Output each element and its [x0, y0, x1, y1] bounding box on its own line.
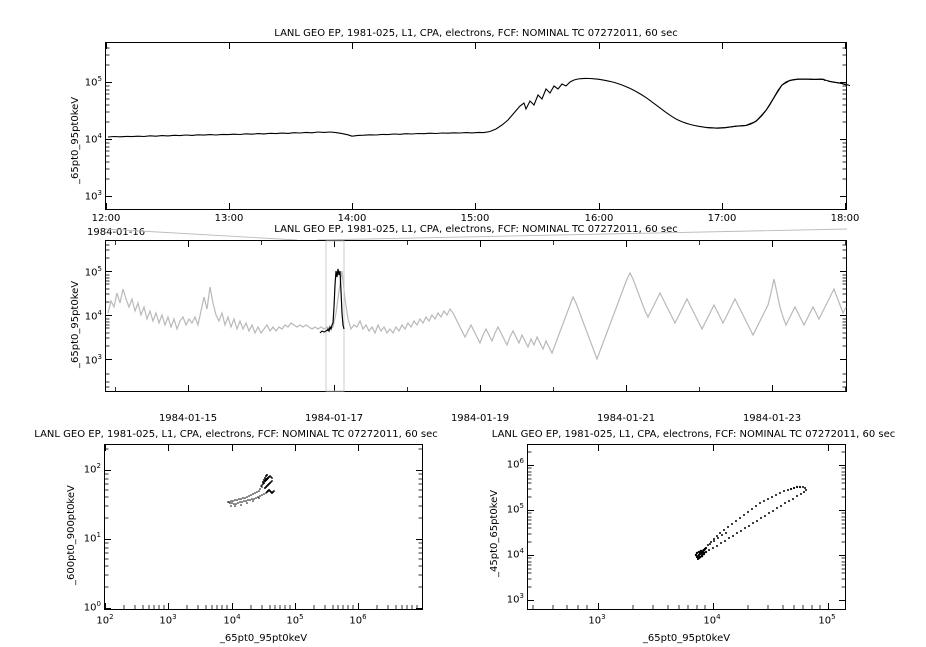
middle-panel-plot	[106, 241, 846, 391]
bottom-right-ytick-4-exp: 4	[519, 547, 524, 555]
top-panel-axes	[105, 42, 847, 210]
bottom-left-panel-xtick-1: $10^3$	[159, 613, 177, 627]
bottom-right-ytick-5-exp: 5	[519, 502, 524, 510]
bottom-right-panel-xtick-0: $10^3$	[588, 613, 606, 627]
bottom-left-panel-title: LANL GEO EP, 1981-025, L1, CPA, electrons, FCF: NOMINAL TC 07272011, 60 sec	[34, 429, 438, 440]
bottom-left-panel-xtick-3: $10^5$	[286, 613, 304, 627]
bottom-left-panel-ytick-1: $10^1$	[83, 531, 101, 545]
bottom-left-ytick-1-exp: 1	[96, 531, 101, 539]
bottom-left-panel-axes	[104, 444, 423, 610]
bottom-right-panel-title: LANL GEO EP, 1981-025, L1, CPA, electrons, FCF: NOMINAL TC 07272011, 60 sec	[491, 429, 896, 440]
middle-panel-ytick-5-exp: 5	[97, 265, 102, 273]
top-panel-ytick-3-exp: 3	[97, 189, 102, 197]
middle-panel-xtick-1: 1984-01-17	[304, 413, 364, 424]
bottom-left-ytick-0-exp: 0	[96, 600, 101, 608]
middle-panel-ytick-3-exp: 3	[97, 353, 102, 361]
bottom-right-xtick-2-exp: 5	[831, 613, 836, 621]
bottom-right-xtick-1-exp: 4	[716, 613, 721, 621]
bottom-left-ytick-2-exp: 2	[96, 462, 101, 470]
bottom-left-xtick-2-exp: 4	[236, 613, 241, 621]
top-panel-xtick-6: 18:00	[830, 213, 860, 224]
bottom-left-panel-xlabel: _65pt0_95pt0keV	[219, 633, 308, 644]
middle-panel-ylabel: _65pt0_95pt0keV	[70, 280, 81, 368]
bottom-left-panel-xtick-4: $10^6$	[349, 613, 367, 627]
bottom-right-xtick-0-exp: 3	[601, 613, 606, 621]
middle-panel-ytick-3: $10^3$	[84, 353, 102, 367]
bottom-left-panel-ytick-0: $10^0$	[83, 600, 101, 614]
middle-panel-ytick-4: $10^4$	[84, 309, 102, 323]
top-panel-title: LANL GEO EP, 1981-025, L1, CPA, electrons, FCF: NOMINAL TC 07272011, 60 sec	[274, 28, 678, 39]
bottom-right-panel-xlabel: _65pt0_95pt0keV	[642, 633, 731, 644]
bottom-left-panel-plot	[105, 445, 422, 609]
bottom-right-panel-plot	[528, 445, 845, 609]
bottom-left-xtick-4-exp: 6	[362, 613, 367, 621]
middle-panel-xtick-4: 1984-01-23	[742, 413, 802, 424]
middle-panel-xtick-3: 1984-01-21	[596, 413, 656, 424]
bottom-right-panel-ytick-3: $10^3$	[506, 592, 524, 606]
bottom-left-panel-ytick-2: $10^2$	[83, 462, 101, 476]
bottom-left-xtick-0-exp: 2	[109, 613, 114, 621]
bottom-right-panel-xtick-2: $10^5$	[818, 613, 836, 627]
top-panel-xdate-label: 1984-01-16	[87, 227, 146, 238]
top-panel-ytick-5-exp: 5	[97, 75, 102, 83]
top-panel-xtick-3: 15:00	[460, 213, 490, 224]
bottom-right-panel-ytick-6: $10^6$	[506, 457, 524, 471]
top-panel-xtick-2: 14:00	[337, 213, 367, 224]
bottom-right-panel-ylabel: _45pt0_65pt0keV	[489, 489, 500, 577]
bottom-right-ytick-6-exp: 6	[519, 457, 524, 465]
bottom-right-panel-ytick-5: $10^5$	[506, 502, 524, 516]
middle-panel-xtick-2: 1984-01-19	[450, 413, 510, 424]
bottom-left-panel-ylabel: _600pt0_900pt0keV	[66, 485, 77, 585]
top-panel-xtick-4: 16:00	[584, 213, 614, 224]
top-panel-ytick-4-exp: 4	[97, 132, 102, 140]
top-panel-ylabel: _65pt0_95pt0keV	[70, 96, 81, 184]
bottom-left-panel-xtick-2: $10^4$	[223, 613, 241, 627]
top-panel-ytick-4: $10^4$	[84, 132, 102, 146]
top-panel-xtick-5: 17:00	[707, 213, 737, 224]
middle-panel-ytick-4-exp: 4	[97, 309, 102, 317]
top-panel-plot	[106, 43, 846, 209]
middle-panel-axes	[105, 240, 847, 392]
bottom-right-panel-ytick-4: $10^4$	[506, 547, 524, 561]
bottom-left-xtick-1-exp: 3	[172, 613, 177, 621]
bottom-left-xtick-3-exp: 5	[299, 613, 304, 621]
bottom-right-panel-axes	[527, 444, 846, 610]
bottom-right-ytick-3-exp: 3	[519, 592, 524, 600]
middle-panel-title: LANL GEO EP, 1981-025, L1, CPA, electrons, FCF: NOMINAL TC 07272011, 60 sec	[274, 224, 678, 235]
bottom-left-panel-xtick-0: $10^2$	[96, 613, 114, 627]
bottom-right-panel-xtick-1: $10^4$	[703, 613, 721, 627]
top-panel-ytick-3: $10^3$	[84, 189, 102, 203]
middle-panel-xtick-0: 1984-01-15	[158, 413, 218, 424]
top-panel-ytick-5: $10^5$	[84, 75, 102, 89]
middle-panel-ytick-5: $10^5$	[84, 265, 102, 279]
top-panel-xtick-1: 13:00	[214, 213, 244, 224]
top-panel-xtick-0: 12:00	[91, 213, 121, 224]
